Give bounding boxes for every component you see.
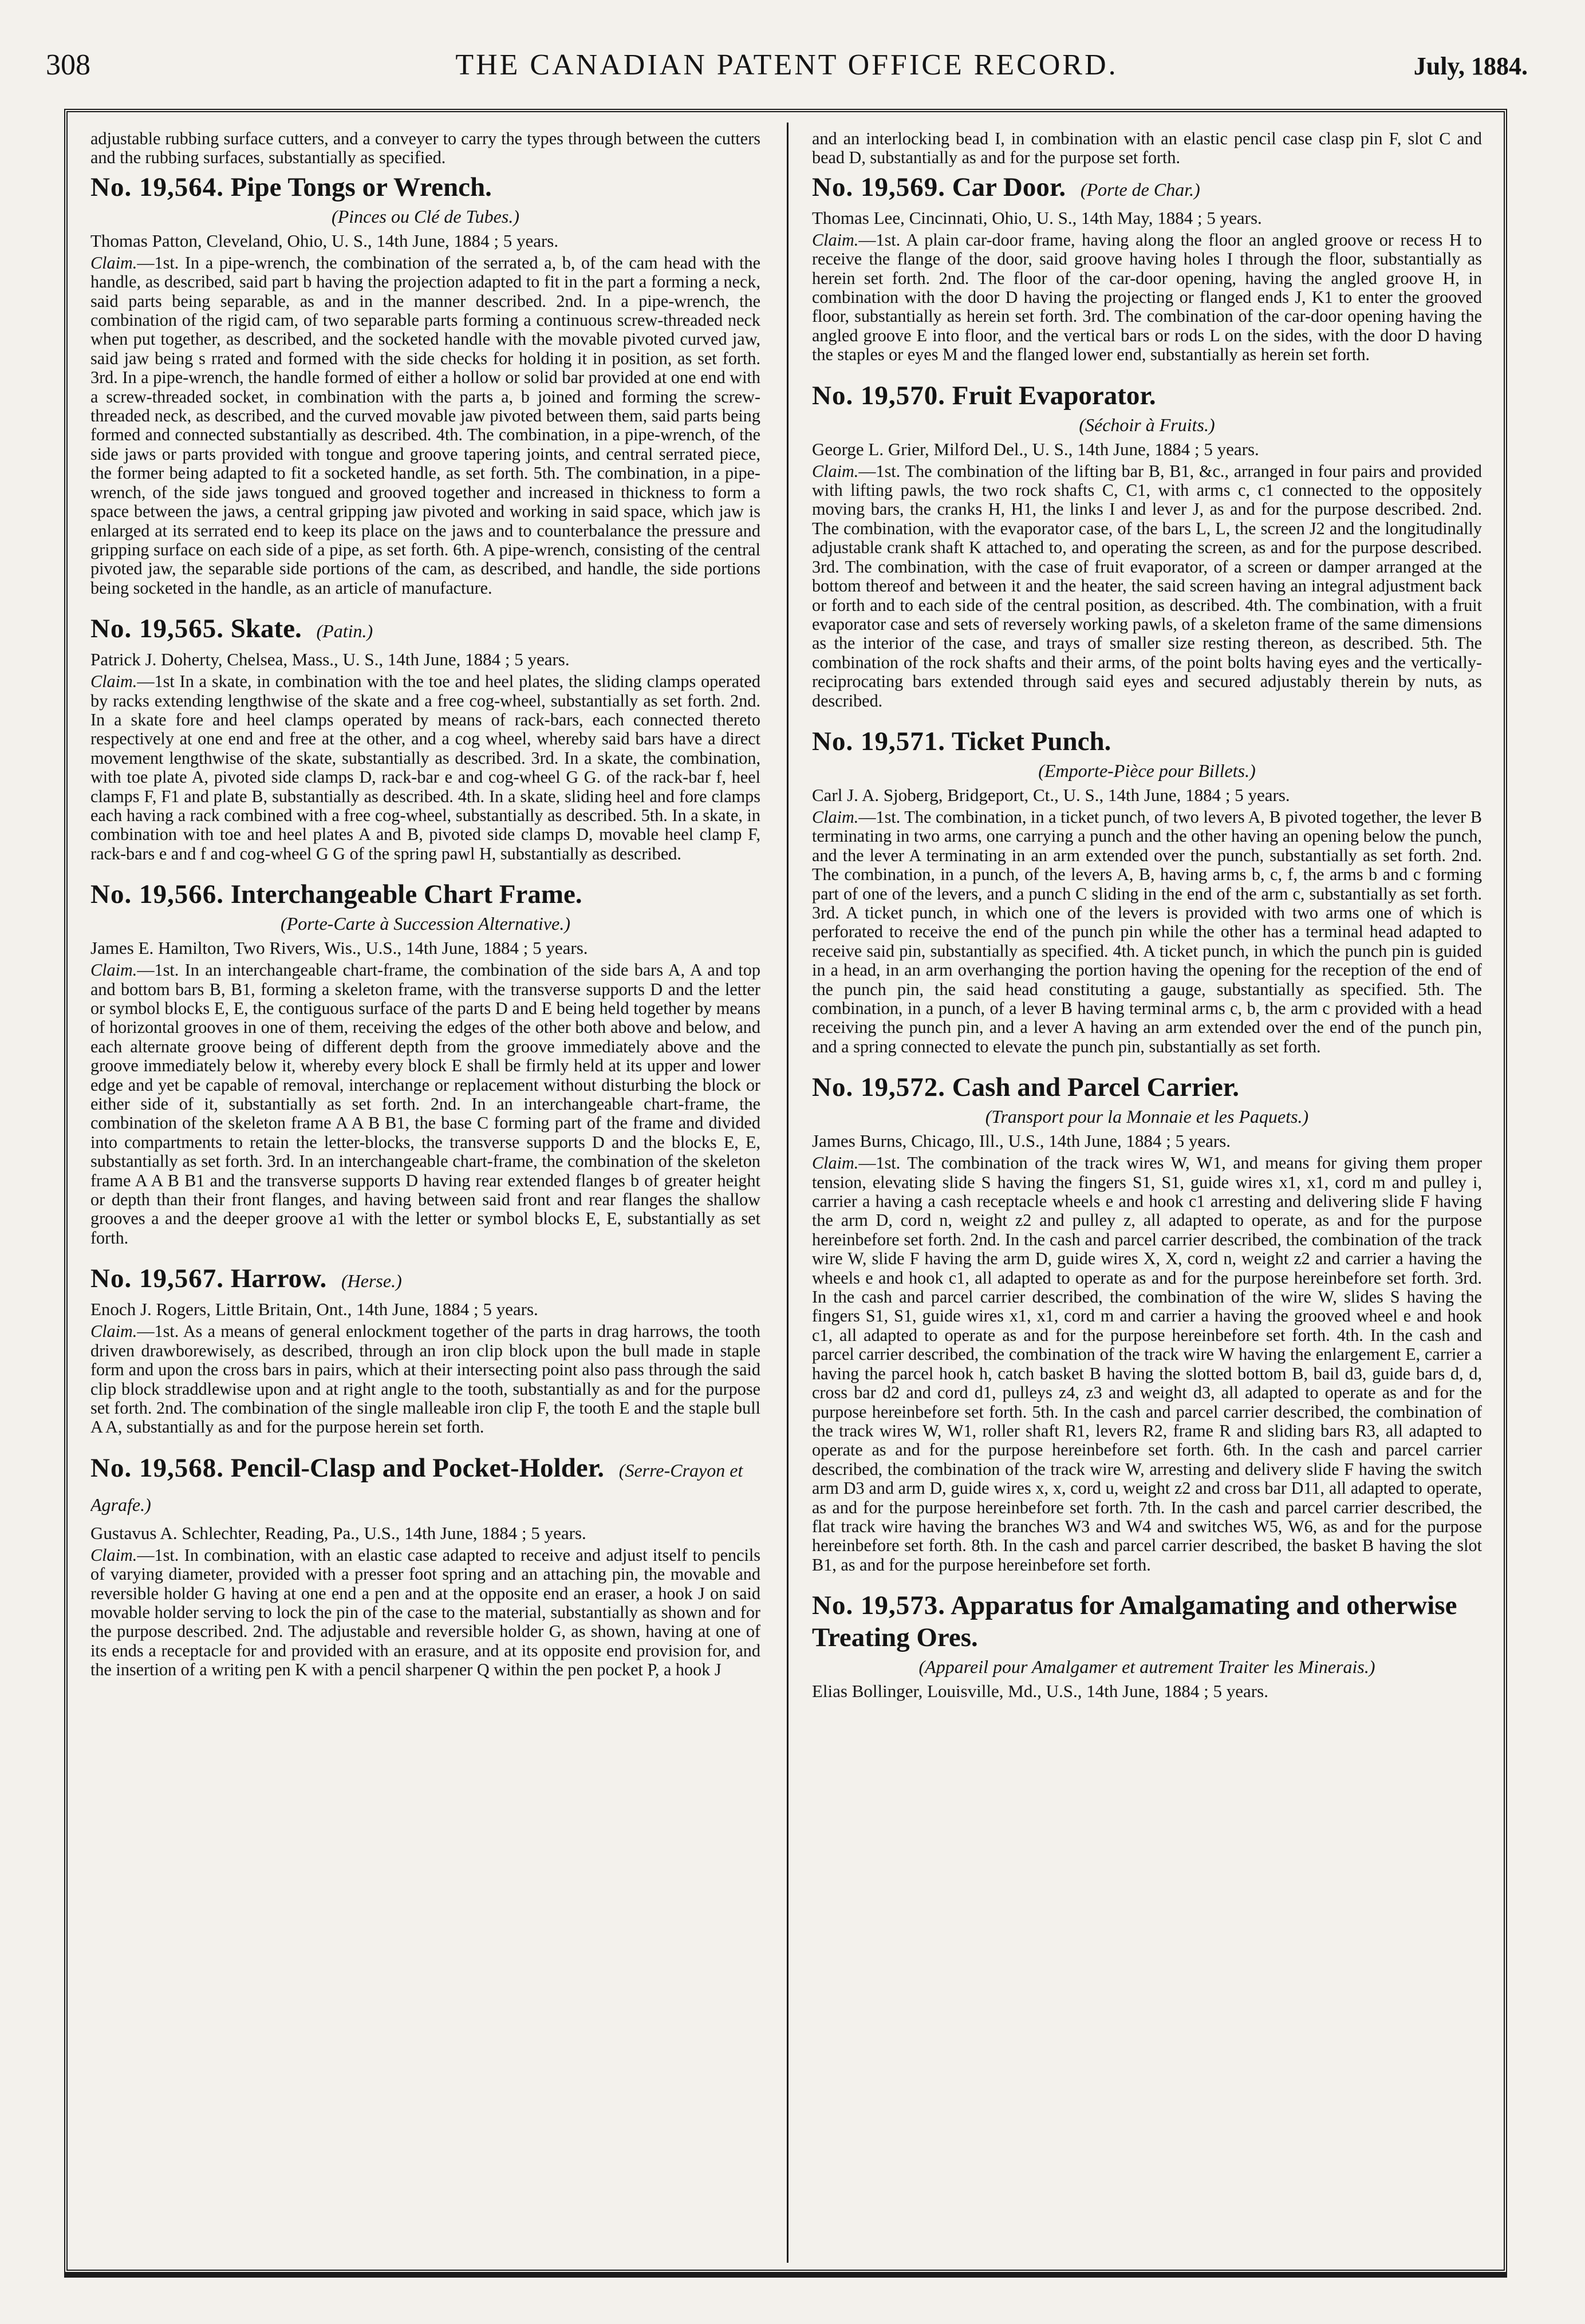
claim-text bbox=[812, 808, 1482, 1056]
french-title: (Herse.) bbox=[341, 1270, 402, 1292]
entry-heading bbox=[90, 1452, 760, 1521]
french-title: (Pinces ou Clé de Tubes.) bbox=[332, 206, 519, 227]
french-title: (Porte de Char.) bbox=[1080, 179, 1200, 200]
patent-title: Ticket Punch. bbox=[951, 726, 1111, 756]
patent-number: No. 19,565. bbox=[90, 614, 224, 644]
entry-heading bbox=[90, 1262, 760, 1297]
claim-body: —1st. In combination, with an elastic case adapted to receive and adjust itself to pencils of varying diameter, provided with a presser foot spring and an attaching pin, the movable and reversible holder G having at one end a pen and at the opposite end an eraser, a hook J on said movable holder serving to lock the pin of the case to the material, substantially as shown and for the purpose described. 2nd. The adjustable and reversible holder G, as shown, having at one of its ends a receptacle for and provided with an erasure, and at its opposite end provision for, and the insertion of a writing pen K with a pencil sharpener Q within the pen pocket P, a hook J bbox=[90, 1545, 760, 1680]
patent-number: No. 19,564. bbox=[90, 172, 224, 202]
entry-heading bbox=[90, 171, 760, 203]
claim-text bbox=[90, 672, 760, 863]
patent-number: No. 19,570. bbox=[812, 380, 945, 411]
patent-number: No. 19,568. bbox=[90, 1453, 224, 1483]
page-frame bbox=[64, 109, 1507, 2273]
patent-title: Skate. bbox=[230, 614, 302, 644]
patent-entry-19572 bbox=[812, 1071, 1482, 1575]
claim-text bbox=[90, 1322, 760, 1437]
claim-label: Claim. bbox=[90, 252, 137, 273]
claim-body: —1st In a skate, in combination with the toe and heel plates, the sliding clamps operated by racks extending lengthwise of the skate and a free cog-wheel, substantially as set forth. 2nd. In a skate fore and heel clamps operated by means of rack-bars, each connected thereto respectively at one end and free at the other, and a cog wheel, whereby said bars have a direct movement lengthwise of the skate, substantially as described. 3rd. In a skate, the combination, with toe plate A, pivoted side clamps D, rack-bar e and cog-wheel G G. of the rack-bar f, heel clamps F, F1 and plate B, substantially as described. 4th. In a skate, sliding heel and fore clamps each having a rack combined with a free cog-wheel, substantially as described. 5th. In a skate, in combination with toe and heel plates A and B, pivoted side clamps D, movable heel clamp F, rack-bars e and f and cog-wheel G G of the spring pawl H, substantially as described. bbox=[90, 672, 760, 863]
french-title: (Emporte-Pièce pour Billets.) bbox=[1038, 760, 1256, 781]
patent-number: No. 19,567. bbox=[90, 1264, 224, 1294]
claim-label: Claim. bbox=[812, 1153, 859, 1173]
french-title: (Séchoir à Fruits.) bbox=[1079, 414, 1215, 435]
claim-label: Claim. bbox=[90, 960, 137, 980]
patent-number: No. 19,566. bbox=[90, 879, 224, 910]
issue-date: July, 1884. bbox=[1413, 52, 1528, 80]
claim-text bbox=[90, 254, 760, 598]
patent-number: No. 19,573. bbox=[812, 1591, 945, 1621]
patentee-line: Gustavus A. Schlechter, Reading, Pa., U.S., 14th June, 1884 ; 5 years. bbox=[90, 1522, 586, 1543]
patent-number: No. 19,571. bbox=[812, 726, 945, 756]
claim-body: —1st. The combination, in a ticket punch, of two levers A, B pivoted together, the lever B terminating in two arms, one carrying a punch and the other having an opening below the punch, and the lever A terminating in an arm extended over the punch, substantially as set forth. 2nd. The combination, in a punch, of the levers A, B, having arms b, c, f, the arms b and c forming part of one of the levers, and a punch C sliding in the end of the arm c, substantially as set forth. 3rd. A ticket punch, in which one of the levers is provided with two arms one of which is perforated to receive the end of the punch pin while the other has a terminal head adapted to receive said pin, substantially as specified. 4th. A ticket punch, in which the punch pin is guided in a head, in an arm overhanging the portion having the opening for the reception of the end of the punch pin, the said head constituting a gauge, substantially as specified. 5th. The combination, in a punch, of a lever B having terminal arms c, b, the arm c provided with a head receiving the punch pin, and a lever A having an arm extended over the end of the punch pin, and a spring connected to elevate the punch pin, substantially as set forth. bbox=[812, 807, 1482, 1056]
claim-text bbox=[90, 1546, 760, 1680]
claim-body: —1st. The combination of the lifting bar B, B1, &c., arranged in four pairs and provided with lifting pawls, the two rock shafts C, C1, with arms c, c1 connected to the oppositely moving bars, the cranks H, H1, the links I and lever J, as and for the purpose described. 2nd. The combination, with the evaporator case, of the bars L, L, the screen J2 and the longitudinally adjustable crank shaft K attached to, and operating the screen, as and for the purpose described. 3rd. The combination, with the case of fruit evaporator, of a screen or damper arranged at the bottom thereof and between it and the heater, the said screen having an integral adjustment back or forth and to each side of the central position, as described. 4th. The combination, with a fruit evaporator case and sets of reversely working pawls, of a skeleton frame of the same dimensions as the interior of the case, and trays of smaller size resting thereon, as described. 5th. The combination of the rock shafts and their arms, of the point bolts having eyes and the vertically-reciprocating bars extended through said eyes and secured adjustably therein by nuts, as described. bbox=[812, 461, 1482, 711]
entry-heading bbox=[812, 725, 1482, 757]
entry-heading bbox=[90, 613, 760, 647]
patentee-line: James Burns, Chicago, Ill., U.S., 14th June, 1884 ; 5 years. bbox=[812, 1131, 1231, 1151]
left-column bbox=[90, 129, 760, 2254]
patent-title: Apparatus for Amalgamating and otherwise Treating Ores. bbox=[812, 1591, 1457, 1653]
patentee-line: Elias Bollinger, Louisville, Md., U.S., 14th June, 1884 ; 5 years. bbox=[812, 1681, 1268, 1702]
patent-number: No. 19,569. bbox=[812, 172, 945, 202]
claim-body: —1st. In an interchangeable chart-frame, the combination of the side bars A, A and top and bottom bars B, B1, forming a skeleton frame, with the transverse supports D and the letter or symbol blocks E, E, the contiguous surface of the parts D and E being held together by means of horizontal grooves in one of them, receiving the edges of the other both above and below, and each alternate groove being of different depth from the groove immediately above and the groove immediately below it, whereby every block E shall be firmly held at its upper and lower edge and yet be capable of removal, interchange or replacement without disturbing the block or either side of it, substantially as set forth. 2nd. In an interchangeable chart-frame, the combination of the skeleton frame A A B B1, the base C forming part of the frame and divided into compartments to retain the letter-blocks, the transverse supports D and the blocks E, E, substantially as set forth. 3rd. In an interchangeable chart-frame, the combination of the skeleton frame A A B B1 and the transverse supports D having rear extended flanges b of greater height or depth than their front flanges, and having between said front and rear flanges the shallow grooves a and the deeper groove a1 with the letter or symbol blocks E, E, substantially as set forth. bbox=[90, 960, 760, 1248]
continuation-text: adjustable rubbing surface cutters, and a conveyer to carry the types through between the cutters and the rubbing surfaces, substantially as specified. bbox=[90, 129, 760, 168]
french-title: (Porte-Carte à Succession Alternative.) bbox=[281, 913, 570, 934]
claim-body: —1st. A plain car-door frame, having along the floor an angled groove or recess H to receive the flange of the door, said groove having holes I through the floor, substantially as herein set forth. 2nd. The floor of the car-door opening, having the angled groove H, in combination with the door D having the projecting or flanged ends J, K1 to enter the grooved floor, substantially as herein set forth. 3rd. The combination of the car-door opening having the angled groove E into floor, and the vertical bars or rods L on the sides, with the door D having the staples or eyes M and the flanged lower end, substantially as herein set forth. bbox=[812, 230, 1482, 365]
patent-entry-19573 bbox=[812, 1589, 1482, 1702]
french-title: (Transport pour la Monnaie et les Paquets.) bbox=[985, 1106, 1309, 1127]
entry-heading bbox=[812, 1589, 1482, 1654]
column-divider bbox=[787, 123, 788, 2263]
french-title: (Patin.) bbox=[316, 621, 373, 642]
claim-body: —1st. As a means of general enlockment together of the parts in drag harrows, the tooth driven drawborewisely, as described, through an iron clip block upon the bull made in staple form and upon the cross bars in pairs, which at their intersecting point also pass through the said clip block straddlewise upon and at right angle to the tooth, substantially as and for the purpose set forth. 2nd. The combination of the single malleable iron clip F, the tooth E and the staple bull A A, substantially as and for the purpose herein set forth. bbox=[90, 1321, 760, 1437]
patent-entry-19566 bbox=[90, 878, 760, 1248]
continuation-text: and an interlocking bead I, in combination with an elastic pencil case clasp pin F, slot C and bead D, substantially as and for the purpose set forth. bbox=[812, 129, 1482, 168]
patentee-line: Enoch J. Rogers, Little Britain, Ont., 14th June, 1884 ; 5 years. bbox=[90, 1299, 538, 1320]
patent-title: Interchangeable Chart Frame. bbox=[230, 879, 582, 910]
claim-label: Claim. bbox=[812, 807, 859, 827]
frame-bottom-rule bbox=[64, 2272, 1507, 2278]
patentee-line: Thomas Patton, Cleveland, Ohio, U. S., 14th June, 1884 ; 5 years. bbox=[90, 230, 559, 251]
claim-label: Claim. bbox=[90, 1545, 137, 1565]
patentee-line: Thomas Lee, Cincinnati, Ohio, U. S., 14th May, 1884 ; 5 years. bbox=[812, 207, 1262, 228]
journal-title: THE CANADIAN PATENT OFFICE RECORD. bbox=[455, 49, 1118, 81]
patentee-line: Patrick J. Doherty, Chelsea, Mass., U. S., 14th June, 1884 ; 5 years. bbox=[90, 649, 570, 670]
patent-title: Car Door. bbox=[952, 172, 1066, 202]
patentee-line: George L. Grier, Milford Del., U. S., 14th June, 1884 ; 5 years. bbox=[812, 439, 1259, 459]
claim-body: —1st. The combination of the track wires W, W1, and means for giving them proper tension, elevating slide S having the fingers S1, S1, guide wires x1, x1, cord m and pulley i, carrier a having a cash receptacle wheels e and hook c1 arresting and delivering slide F having the arm D, cord n, weight z2 and pulley z, all adapted to operate, as and for the purpose hereinbefore set forth. 2nd. In the cash and parcel carrier described, the combination of the track wire W, slide F having the arm D, guide wires X, X, cord n, weight z2 and carrier a having the wheels e and hook c1, all adapted to operate as and for the purpose hereinbefore set forth. 3rd. In the cash and parcel carrier described, the combination of the wire W, slides S having the fingers S1, S1, guide wires x1, x1, cord m and carrier a having the grooved wheel e and hook c1, all adapted to operate as and for the purpose hereinbefore set forth. 4th. In the cash and parcel carrier described, the combination of the track wire W having the enlargement E, carrier a having the parcel hook h, catch basket B having the slotted bottom B, bail d3, guide bars d, d, cross bar d2 and cord d1, pulleys z4, z3 and weight d3, all adapted to operate as and for the purpose hereinbefore set forth. 5th. In the cash and parcel carrier described, the combination of the track wires W, W1, roller shaft R1, levers R2, frame R and sliding bars R3, all adapted to operate as and for the purpose hereinbefore set forth. 6th. In the cash and parcel carrier described, the combination of the track wire W, arresting and delivery slide F having the switch arm D3 and arm D, guide wires x, x, cord u, weight z2 and cross bar D11, all adapted to operate, as and for the purpose hereinbefore set forth. 7th. In the cash and parcel carrier described, the flat track wire having the branches W3 and W4 and switches W5, W6, as and for the purpose hereinbefore set forth. 8th. In the cash and parcel carrier described, the basket B having the slot B1, as and for the purpose hereinbefore set forth. bbox=[812, 1153, 1482, 1575]
patent-entry-19571 bbox=[812, 725, 1482, 1056]
patent-entry-19564 bbox=[90, 171, 760, 598]
patentee-line: Carl J. A. Sjoberg, Bridgeport, Ct., U. S., 14th June, 1884 ; 5 years. bbox=[812, 784, 1290, 805]
entry-heading bbox=[812, 380, 1482, 412]
patent-entry-19567 bbox=[90, 1262, 760, 1437]
entry-heading bbox=[90, 878, 760, 910]
page-header bbox=[46, 34, 1528, 97]
patent-entry-19569 bbox=[812, 171, 1482, 365]
claim-label: Claim. bbox=[812, 230, 859, 250]
claim-text bbox=[812, 1154, 1482, 1575]
french-title: (Serre-Crayon et Agrafe.) bbox=[90, 1459, 743, 1515]
claim-label: Claim. bbox=[90, 672, 137, 692]
patent-title: Harrow. bbox=[230, 1264, 327, 1294]
patent-entry-19568 bbox=[90, 1452, 760, 1680]
entry-heading bbox=[812, 171, 1482, 206]
patent-title: Cash and Parcel Carrier. bbox=[952, 1072, 1239, 1103]
patent-entry-19570 bbox=[812, 380, 1482, 711]
claim-label: Claim. bbox=[812, 461, 859, 481]
french-title: (Appareil pour Amalgamer et autrement Traiter les Minerais.) bbox=[918, 1656, 1375, 1678]
claim-text bbox=[90, 961, 760, 1248]
patent-title: Fruit Evaporator. bbox=[952, 380, 1156, 411]
patent-number: No. 19,572. bbox=[812, 1072, 945, 1103]
claim-label: Claim. bbox=[90, 1321, 137, 1341]
page-number: 308 bbox=[46, 49, 90, 81]
claim-text bbox=[812, 231, 1482, 365]
entry-heading bbox=[812, 1071, 1482, 1103]
patent-title: Pipe Tongs or Wrench. bbox=[230, 172, 492, 202]
right-column bbox=[812, 129, 1482, 2254]
claim-text bbox=[812, 462, 1482, 711]
claim-body: —1st. In a pipe-wrench, the combination of the serrated a, b, of the cam head with the handle, as described, said part b having the projection adapted to fit in the part a forming a neck, said parts being separable, as and in the manner described. 2nd. In a pipe-wrench, the combination of the rigid cam, of two separable parts forming a continuous screw-threaded neck when put together, as described, and the socketed handle with the movable pivoted curved jaw, said jaw being s rrated and formed with the side checks for holding it in position, as set forth. 3rd. In a pipe-wrench, the handle formed of either a hollow or solid bar provided at one end with a screw-threaded socket, in combination with the parts a, b joined and forming the screw-threaded neck, as described, and the curved movable jaw pivoted between them, said parts being formed and connected substantially as described. 4th. The combination, in a pipe-wrench, of the side jaws or parts provided with tongue and groove tapering joints, and central serrated piece, the former being adapted to fit a socketed handle, as set forth. 5th. The combination, in a pipe-wrench, of the side jaws tongued and grooved together and increased in thickness to form a space between the jaws, a central gripping jaw pivoted and working in said space, which jaw is enlarged at its serrated end to keep its place on the jaws and to counterbalance the pressure and gripping surface on each side of a pipe, as set forth. 6th. A pipe-wrench, consisting of the central pivoted jaw, the separable side portions of the cam, as described, and handle, the side portions being socketed in the handle, as an article of manufacture. bbox=[90, 252, 760, 598]
patent-title: Pencil-Clasp and Pocket-Holder. bbox=[230, 1453, 605, 1483]
patent-entry-19565 bbox=[90, 613, 760, 863]
patentee-line: James E. Hamilton, Two Rivers, Wis., U.S., 14th June, 1884 ; 5 years. bbox=[90, 938, 588, 958]
